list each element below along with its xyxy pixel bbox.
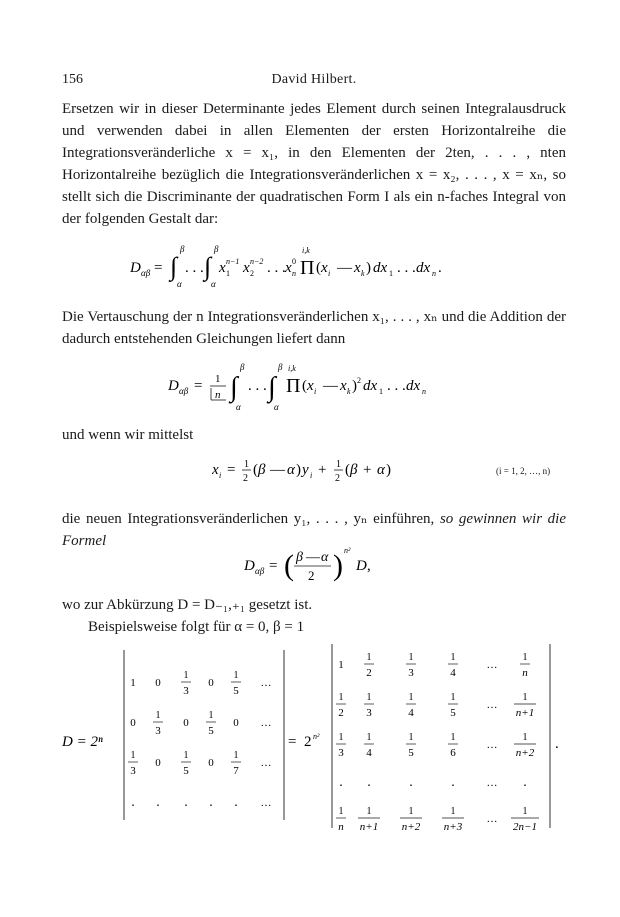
left-matrix-cell-2-0-num: 1 bbox=[130, 750, 136, 761]
svg-text:. . .: . . . bbox=[185, 260, 204, 276]
svg-text:=: = bbox=[269, 558, 278, 574]
right-matrix-cell-4-5-num: 1 bbox=[522, 806, 528, 817]
svg-text:=: = bbox=[154, 260, 163, 276]
paragraph-3: und wenn wir mittelst bbox=[62, 427, 194, 443]
svg-text:n: n bbox=[422, 387, 426, 396]
svg-text:β: β bbox=[240, 362, 245, 372]
matrix-equals: = bbox=[288, 734, 297, 750]
svg-text:n−1: n−1 bbox=[226, 257, 240, 266]
right-matrix-cell-4-2-num: 1 bbox=[408, 806, 414, 817]
svg-text:2: 2 bbox=[243, 473, 248, 484]
svg-text:. . .: . . . bbox=[248, 378, 267, 394]
right-matrix-cell-0-3-den: 4 bbox=[450, 667, 456, 679]
svg-text:α: α bbox=[321, 550, 329, 565]
svg-text:—: — bbox=[270, 462, 285, 478]
equation-1 bbox=[130, 242, 510, 292]
equation-2 bbox=[168, 360, 528, 414]
right-matrix-cell-1-2-den: 4 bbox=[408, 707, 414, 719]
svg-text:1: 1 bbox=[226, 269, 230, 278]
svg-text:αβ: αβ bbox=[255, 566, 265, 576]
left-matrix-cell-0-0: 1 bbox=[130, 677, 136, 689]
svg-text:n: n bbox=[215, 389, 221, 401]
right-matrix-cell-2-1-den: 4 bbox=[366, 747, 372, 759]
equation-3-render bbox=[212, 450, 432, 490]
left-matrix-cell-2-1: 0 bbox=[155, 757, 161, 769]
right-matrix-cell-2-2-den: 5 bbox=[408, 747, 414, 759]
paragraph-5: wo zur Abkürzung D = D₋₁,₊₁ gesetzt ist. bbox=[62, 597, 313, 613]
svg-text:): ) bbox=[366, 260, 371, 276]
left-matrix-cell-3-5: … bbox=[260, 797, 272, 809]
right-matrix-cell-2-5-den: n+2 bbox=[515, 747, 535, 759]
svg-text:i: i bbox=[328, 269, 331, 278]
right-matrix-cell-1-5-num: 1 bbox=[522, 692, 528, 703]
right-matrix-cell-0-1-num: 1 bbox=[366, 652, 372, 663]
left-matrix-cell-3-3: . bbox=[209, 795, 213, 810]
svg-text:. . .: . . . bbox=[387, 378, 406, 394]
svg-text:αβ: αβ bbox=[141, 268, 151, 278]
left-matrix-cell-2-5: … bbox=[260, 757, 272, 769]
left-matrix-cell-0-5: … bbox=[260, 677, 272, 689]
svg-text:n−2: n−2 bbox=[250, 257, 264, 266]
svg-text:2: 2 bbox=[250, 269, 254, 278]
left-matrix-cell-2-2-den: 5 bbox=[183, 765, 189, 777]
right-matrix-cell-4-2-den: n+2 bbox=[401, 821, 421, 833]
svg-text:D: D bbox=[130, 260, 141, 276]
right-matrix-cell-4-5-den: 2n−1 bbox=[513, 821, 537, 833]
svg-text:α: α bbox=[274, 402, 279, 412]
right-matrix-cell-2-3-den: 6 bbox=[450, 747, 456, 759]
right-matrix-cell-2-3-num: 1 bbox=[450, 732, 456, 743]
paragraph-4-italic: so gewinnen wir die Formel bbox=[62, 511, 566, 549]
left-matrix-cell-2-2-num: 1 bbox=[183, 750, 189, 761]
right-matrix-cell-1-0-num: 1 bbox=[338, 692, 344, 703]
svg-text:β: β bbox=[296, 550, 303, 565]
svg-text:2: 2 bbox=[308, 568, 315, 583]
svg-text:. . .: . . . bbox=[267, 260, 286, 276]
equation-3-condition: (i = 1, 2, …, n) bbox=[496, 466, 551, 476]
right-matrix-cell-3-2: . bbox=[409, 775, 413, 790]
svg-text:α: α bbox=[236, 402, 241, 412]
left-matrix-cell-1-4: 0 bbox=[233, 717, 239, 729]
svg-text:=: = bbox=[194, 378, 203, 394]
svg-text:): ) bbox=[352, 378, 357, 394]
left-matrix-cell-1-3-num: 1 bbox=[208, 710, 214, 721]
svg-text:k: k bbox=[347, 387, 351, 396]
page-number: 156 bbox=[62, 72, 83, 87]
svg-text:β: β bbox=[278, 362, 283, 372]
right-matrix-cell-0-0: 1 bbox=[338, 659, 344, 671]
left-matrix-cell-2-3: 0 bbox=[208, 757, 214, 769]
svg-text:D: D bbox=[244, 558, 255, 574]
svg-text:y: y bbox=[302, 462, 309, 478]
right-matrix-cell-0-2-num: 1 bbox=[408, 652, 414, 663]
svg-text:. . .: . . . bbox=[397, 260, 416, 276]
svg-text:(: ( bbox=[302, 378, 307, 394]
svg-text:n²: n² bbox=[344, 546, 351, 555]
left-matrix-cell-2-0-den: 3 bbox=[130, 765, 136, 777]
svg-text:β: β bbox=[180, 244, 185, 254]
right-matrix-cell-3-0: . bbox=[339, 775, 343, 790]
right-matrix-cell-0-5-den: n bbox=[522, 667, 528, 679]
left-matrix-cell-0-2-den: 3 bbox=[183, 685, 189, 697]
left-matrix-cell-2-4-den: 7 bbox=[233, 765, 239, 777]
left-matrix-cell-0-3: 0 bbox=[208, 677, 214, 689]
right-matrix-cell-4-1-num: 1 bbox=[366, 806, 372, 817]
svg-text:Π: Π bbox=[286, 375, 301, 397]
svg-text:x: x bbox=[354, 260, 361, 276]
right-matrix-cell-3-3: . bbox=[451, 775, 455, 790]
left-matrix-cell-0-4-num: 1 bbox=[233, 670, 239, 681]
right-matrix-cell-4-3-den: n+3 bbox=[443, 821, 463, 833]
svg-text:2: 2 bbox=[335, 473, 340, 484]
right-matrix-cell-1-4: … bbox=[486, 699, 498, 711]
left-matrix-cell-3-0: . bbox=[131, 795, 135, 810]
svg-text:=: = bbox=[227, 462, 236, 478]
svg-text:): ) bbox=[386, 462, 391, 478]
svg-text:dx: dx bbox=[416, 260, 431, 276]
right-matrix-cell-1-5-den: n+1 bbox=[515, 707, 535, 719]
matrix-lhs: D = 2ⁿ bbox=[62, 734, 103, 750]
right-matrix-cell-2-4: … bbox=[486, 739, 498, 751]
right-matrix-cell-1-1-den: 3 bbox=[366, 707, 372, 719]
right-matrix-cell-1-3-num: 1 bbox=[450, 692, 456, 703]
left-matrix-cell-0-4-den: 5 bbox=[233, 685, 239, 697]
svg-text:α: α bbox=[177, 279, 182, 289]
left-matrix-cell-1-3-den: 5 bbox=[208, 725, 214, 737]
svg-text:x: x bbox=[307, 378, 314, 394]
svg-text:1: 1 bbox=[389, 269, 393, 278]
svg-text:(: ( bbox=[345, 462, 350, 478]
svg-text:i,k: i,k bbox=[302, 246, 310, 255]
equation-2-render bbox=[168, 360, 528, 414]
svg-text:∫: ∫ bbox=[204, 252, 212, 281]
svg-text:D: D bbox=[168, 378, 179, 394]
svg-text:i: i bbox=[219, 471, 222, 480]
paragraph-4-text: die neuen Integrationsveränderlichen y₁, . . . , yₙ einführen, bbox=[62, 511, 435, 527]
matrix-equation-render bbox=[0, 644, 620, 844]
equation-4-render bbox=[244, 544, 404, 590]
left-matrix-cell-1-1-den: 3 bbox=[155, 725, 161, 737]
svg-text:α: α bbox=[287, 462, 295, 478]
paragraph-1: Ersetzen wir in dieser Determinante jedes Element durch seinen Integralausdruck und verwenden dabei in allen Elementen der ersten Horizontalreihe die Integrationsveränderliche x = x₁, in den Elementen der 2ten, . . . , nten Horizontalreihe bezüglich die Integrationsveränderlichen x = x₂, . . . , x = xₙ, so stellt sich die Discriminante der quadratischen Form I als ein n-faches Integral von der folgenden Gestalt dar: bbox=[62, 101, 566, 227]
svg-text:dx: dx bbox=[406, 378, 421, 394]
svg-text:—: — bbox=[337, 260, 352, 276]
svg-text:β: β bbox=[350, 462, 358, 478]
paragraph-6: Beispielsweise folgt für α = 0, β = 1 bbox=[88, 619, 305, 635]
right-matrix-cell-0-1-den: 2 bbox=[366, 667, 372, 679]
paragraph-2: Die Vertauschung der n Integrationsveränderlichen x₁, . . . , xₙ und die Addition der dadurch entstehenden Gleichungen liefert dann bbox=[62, 309, 566, 347]
svg-text:n: n bbox=[432, 269, 436, 278]
equation-3 bbox=[212, 450, 432, 490]
left-matrix-cell-1-5: … bbox=[260, 717, 272, 729]
svg-text:Π: Π bbox=[300, 257, 315, 279]
svg-text:i: i bbox=[310, 471, 313, 480]
right-matrix-cell-0-3-num: 1 bbox=[450, 652, 456, 663]
right-matrix-cell-1-3-den: 5 bbox=[450, 707, 456, 719]
svg-text:i,k: i,k bbox=[288, 364, 296, 373]
svg-text:dx: dx bbox=[373, 260, 388, 276]
right-matrix-cell-3-4: … bbox=[486, 777, 498, 789]
left-matrix-cell-1-2: 0 bbox=[183, 717, 189, 729]
left-matrix-cell-0-2-num: 1 bbox=[183, 670, 189, 681]
left-matrix-cell-3-1: . bbox=[156, 795, 160, 810]
svg-text:α: α bbox=[211, 279, 216, 289]
svg-text:1: 1 bbox=[336, 459, 341, 470]
right-matrix-cell-2-2-num: 1 bbox=[408, 732, 414, 743]
svg-text:): ) bbox=[333, 549, 343, 582]
matrix-mid-base: 2 bbox=[304, 734, 312, 750]
right-matrix-cell-4-1-den: n+1 bbox=[359, 821, 379, 833]
svg-text:—: — bbox=[323, 378, 338, 394]
svg-text:x: x bbox=[321, 260, 328, 276]
svg-text:β: β bbox=[258, 462, 266, 478]
svg-text:x: x bbox=[219, 260, 226, 276]
right-matrix-cell-4-4: … bbox=[486, 813, 498, 825]
right-matrix-cell-2-5-num: 1 bbox=[522, 732, 528, 743]
svg-text:x: x bbox=[243, 260, 250, 276]
svg-text:1: 1 bbox=[379, 387, 383, 396]
svg-text:.: . bbox=[438, 260, 442, 276]
left-matrix-cell-3-2: . bbox=[184, 795, 188, 810]
svg-text:∫: ∫ bbox=[230, 372, 238, 403]
svg-text:∫: ∫ bbox=[268, 372, 276, 403]
left-matrix-cell-0-1: 0 bbox=[155, 677, 161, 689]
svg-text:D: D bbox=[356, 558, 367, 574]
svg-text:x: x bbox=[340, 378, 347, 394]
svg-text:n: n bbox=[292, 269, 296, 278]
svg-text:(: ( bbox=[284, 549, 294, 582]
svg-text:x: x bbox=[212, 462, 219, 478]
svg-text:β: β bbox=[214, 244, 219, 254]
matrix-mid-exp: n² bbox=[313, 732, 320, 741]
svg-text:+: + bbox=[363, 462, 372, 478]
right-matrix-cell-0-2-den: 3 bbox=[408, 667, 414, 679]
right-matrix-cell-1-1-num: 1 bbox=[366, 692, 372, 703]
svg-text:1: 1 bbox=[215, 373, 221, 385]
svg-text:): ) bbox=[296, 462, 301, 478]
right-matrix-cell-4-0-num: 1 bbox=[338, 806, 344, 817]
left-matrix-cell-2-4-num: 1 bbox=[233, 750, 239, 761]
svg-text:x: x bbox=[285, 260, 292, 276]
svg-text:2: 2 bbox=[357, 376, 361, 385]
svg-text:αβ: αβ bbox=[179, 386, 189, 396]
equation-1-render bbox=[130, 242, 510, 292]
right-matrix-cell-4-3-num: 1 bbox=[450, 806, 456, 817]
right-matrix-cell-3-5: . bbox=[523, 775, 527, 790]
svg-text:(: ( bbox=[253, 462, 258, 478]
svg-text:α: α bbox=[377, 462, 385, 478]
right-matrix-cell-1-0-den: 2 bbox=[338, 707, 344, 719]
right-matrix-cell-1-2-num: 1 bbox=[408, 692, 414, 703]
svg-text:k: k bbox=[361, 269, 365, 278]
svg-text:—: — bbox=[306, 550, 320, 565]
right-matrix-cell-4-0-den: n bbox=[338, 821, 344, 833]
svg-text:dx: dx bbox=[363, 378, 378, 394]
svg-text:i: i bbox=[314, 387, 317, 396]
svg-text:,: , bbox=[367, 558, 371, 574]
equation-4 bbox=[244, 544, 404, 590]
matrix-end-period: . bbox=[555, 736, 559, 752]
svg-text:∫: ∫ bbox=[170, 252, 178, 281]
right-matrix-cell-2-1-num: 1 bbox=[366, 732, 372, 743]
running-head: David Hilbert. bbox=[271, 72, 357, 87]
left-matrix-cell-3-4: . bbox=[234, 795, 238, 810]
page-header bbox=[62, 72, 566, 92]
left-matrix-cell-1-0: 0 bbox=[130, 717, 136, 729]
svg-text:1: 1 bbox=[244, 459, 249, 470]
svg-text:+: + bbox=[318, 462, 327, 478]
right-matrix-cell-2-0-den: 3 bbox=[338, 747, 344, 759]
right-matrix-cell-2-0-num: 1 bbox=[338, 732, 344, 743]
left-matrix-cell-1-1-num: 1 bbox=[155, 710, 161, 721]
right-matrix-cell-3-1: . bbox=[367, 775, 371, 790]
svg-text:0: 0 bbox=[292, 257, 296, 266]
right-matrix-cell-0-4: … bbox=[486, 659, 498, 671]
svg-text:(: ( bbox=[316, 260, 321, 276]
right-matrix-cell-0-5-num: 1 bbox=[522, 652, 528, 663]
